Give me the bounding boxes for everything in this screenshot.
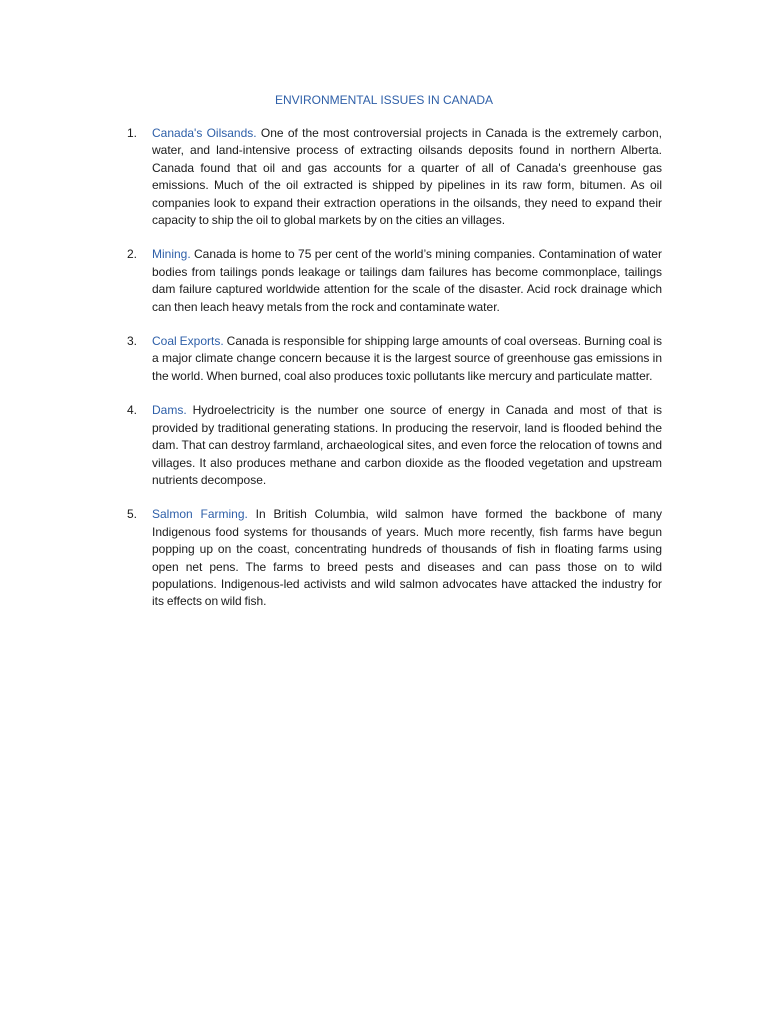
list-item-number: 4. [127,403,138,418]
issue-heading-dams: Dams. [152,403,193,418]
issue-text-mining: Canada is home to 75 per cent of the world’s mining companies. Contamination of water bodies from tailings ponds leakage or tailings dam failures has become commonplace, tailings dam failure captured worldwide attention for the scale of the disaster. Acid rock drainage which can then leach heavy metals from the rock and contaminate water. [152,247,662,314]
list-item-number: 5. [127,507,138,522]
issues-list [127,125,662,628]
list-item [127,125,662,229]
list-item-number: 1. [127,126,138,140]
issue-heading-salmon-farming: Salmon Farming. [152,507,256,522]
issue-text-salmon-farming: In British Columbia, wild salmon have formed the backbone of many Indigenous food systems for thousands of years. Much more recently, fish farms have begun popping up on the coast, concentrating hundreds of thousands of fish in floating farms using open net pens. The farms to breed pests and diseases and can pass those on to wild populations. Indigenous-led activists and wild salmon advocates have attacked the industry for its effects on wild fish. [152,507,663,609]
issue-text-coal-exports: Canada is responsible for shipping large amounts of coal overseas. Burning coal is a major climate change concern because it is the largest source of greenhouse gas emissions in the world. When burned, coal also produces toxic pollutants like mercury and particulate matter. [152,334,662,383]
issue-text-dams: Hydroelectricity is the number one source of energy in Canada and most of that is provided by traditional generating stations. In producing the reservoir, land is flooded behind the dam. That can destroy farmland, archaeological sites, and even force the relocation of towns and villages. It also produces methane and carbon dioxide as the flooded vegetation and upstream nutrients decompose. [152,403,662,487]
issue-heading-coal-exports: Coal Exports. [152,334,227,349]
list-item-number: 3. [127,334,138,349]
list-item [127,246,662,316]
issue-heading-mining: Mining. [152,247,195,262]
document-title: ENVIRONMENTAL ISSUES IN CANADA [274,93,494,107]
list-item [127,402,662,489]
list-item [127,333,662,385]
list-item-number: 2. [127,247,138,262]
issue-text-oilsands: One of the most controversial projects in Canada is the extremely carbon, water, and land-intensive process of extracting oilsands deposits found in northern Alberta. Canada found that oil and gas accounts for a quarter of all of Canada's greenhouse gas emissions. Much of the oil extracted is shipped by pipelines in its raw form, bitumen. As oil companies look to expand their extraction operations in the oilsands, they need to expand their capacity to ship the oil to global markets by on the cities an villages. [152,126,663,228]
list-item [127,506,662,610]
issue-heading-oilsands: Canada's Oilsands. [152,126,261,140]
